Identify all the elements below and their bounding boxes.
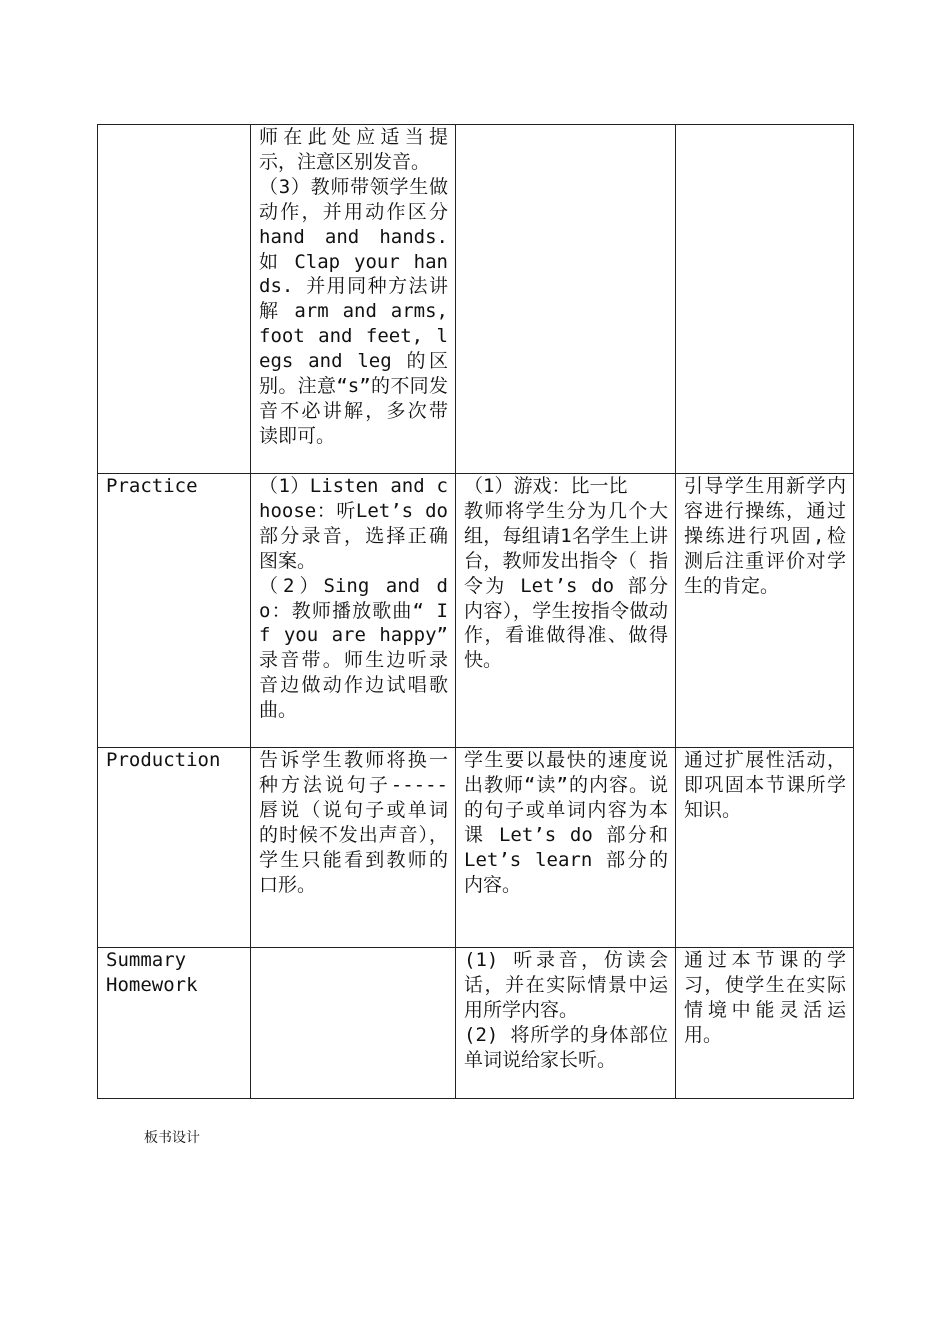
table-row-production [98, 748, 854, 948]
student-activity-cell [456, 125, 676, 474]
student-activity-text: （1）游戏：比一比 教师将学生分为几个大组，每组请1名学生上讲台，教师发出指令（ 指令为 Let’s do 部分内容），学生按指令做动作，看谁做得准、做得快。 [464, 475, 668, 672]
student-activity-cell [456, 748, 680, 948]
student-activity-text: (1) 听录音，仿读会话，并在实际情景中运用所学内容。 (2) 将所学的身体部位单词说给家长听。 [464, 949, 668, 1071]
purpose-text: 引导学生用新学内容进行操练，通过操练进行巩固,检测后注重评价对学生的肯定。 [684, 475, 846, 597]
purpose-cell [676, 748, 854, 948]
student-activity-text: 学生要以最快的速度说出教师“读”的内容。说的句子或单词内容为本课 Let’s do 部分和 Let’s learn 部分的内容。 [464, 749, 680, 896]
teacher-activity-cell [251, 948, 456, 1099]
teacher-activity-text: 师在此处应适当提示，注意区别发音。 （3）教师带领学生做动作，并用动作区分 hand and hands. 如 Clap your hands. 并用同种方法讲解 arm and arms, foot and feet, legs and leg 的区别。注意“s”的不同发音不必讲解，多次带读即可。 [259, 126, 448, 447]
stage-label: Practice [106, 475, 198, 497]
table-row-summary-homework [98, 948, 854, 1099]
stage-cell [98, 748, 251, 948]
teacher-activity-text: （1）Listen and choose：听Let’s do 部分录音，选择正确图案。 （2）Sing and do：教师播放歌曲“ If you are happy” 录音带。师生边听录音边做动作边试唱歌曲。 [259, 475, 448, 722]
stage-cell [98, 948, 251, 1099]
purpose-text: 通过扩展性活动，即巩固本节课所学知识。 [684, 749, 846, 821]
table-row-practice [98, 474, 854, 748]
teacher-activity-cell [251, 748, 456, 948]
teacher-activity-cell [251, 474, 456, 748]
purpose-text: 通过本节课的学习，使学生在实际情境中能灵活运用。 [684, 949, 846, 1046]
stage-label: Summary Homework [106, 949, 198, 996]
student-activity-cell [456, 948, 676, 1099]
lesson-plan-table [97, 124, 854, 1099]
purpose-cell [676, 125, 854, 474]
stage-cell [98, 125, 251, 474]
blackboard-design-heading: 板书设计 [144, 1130, 200, 1146]
purpose-cell [676, 948, 854, 1099]
stage-label: Production [106, 749, 221, 771]
teacher-activity-text: 告诉学生教师将换一种方法说句子-----唇说（说句子或单词的时候不发出声音），学生只能看到教师的口形。 [259, 749, 448, 896]
purpose-cell [676, 474, 854, 748]
stage-cell [98, 474, 251, 748]
table-row-continuation [98, 125, 854, 474]
teacher-activity-cell [251, 125, 456, 474]
student-activity-cell [456, 474, 676, 748]
